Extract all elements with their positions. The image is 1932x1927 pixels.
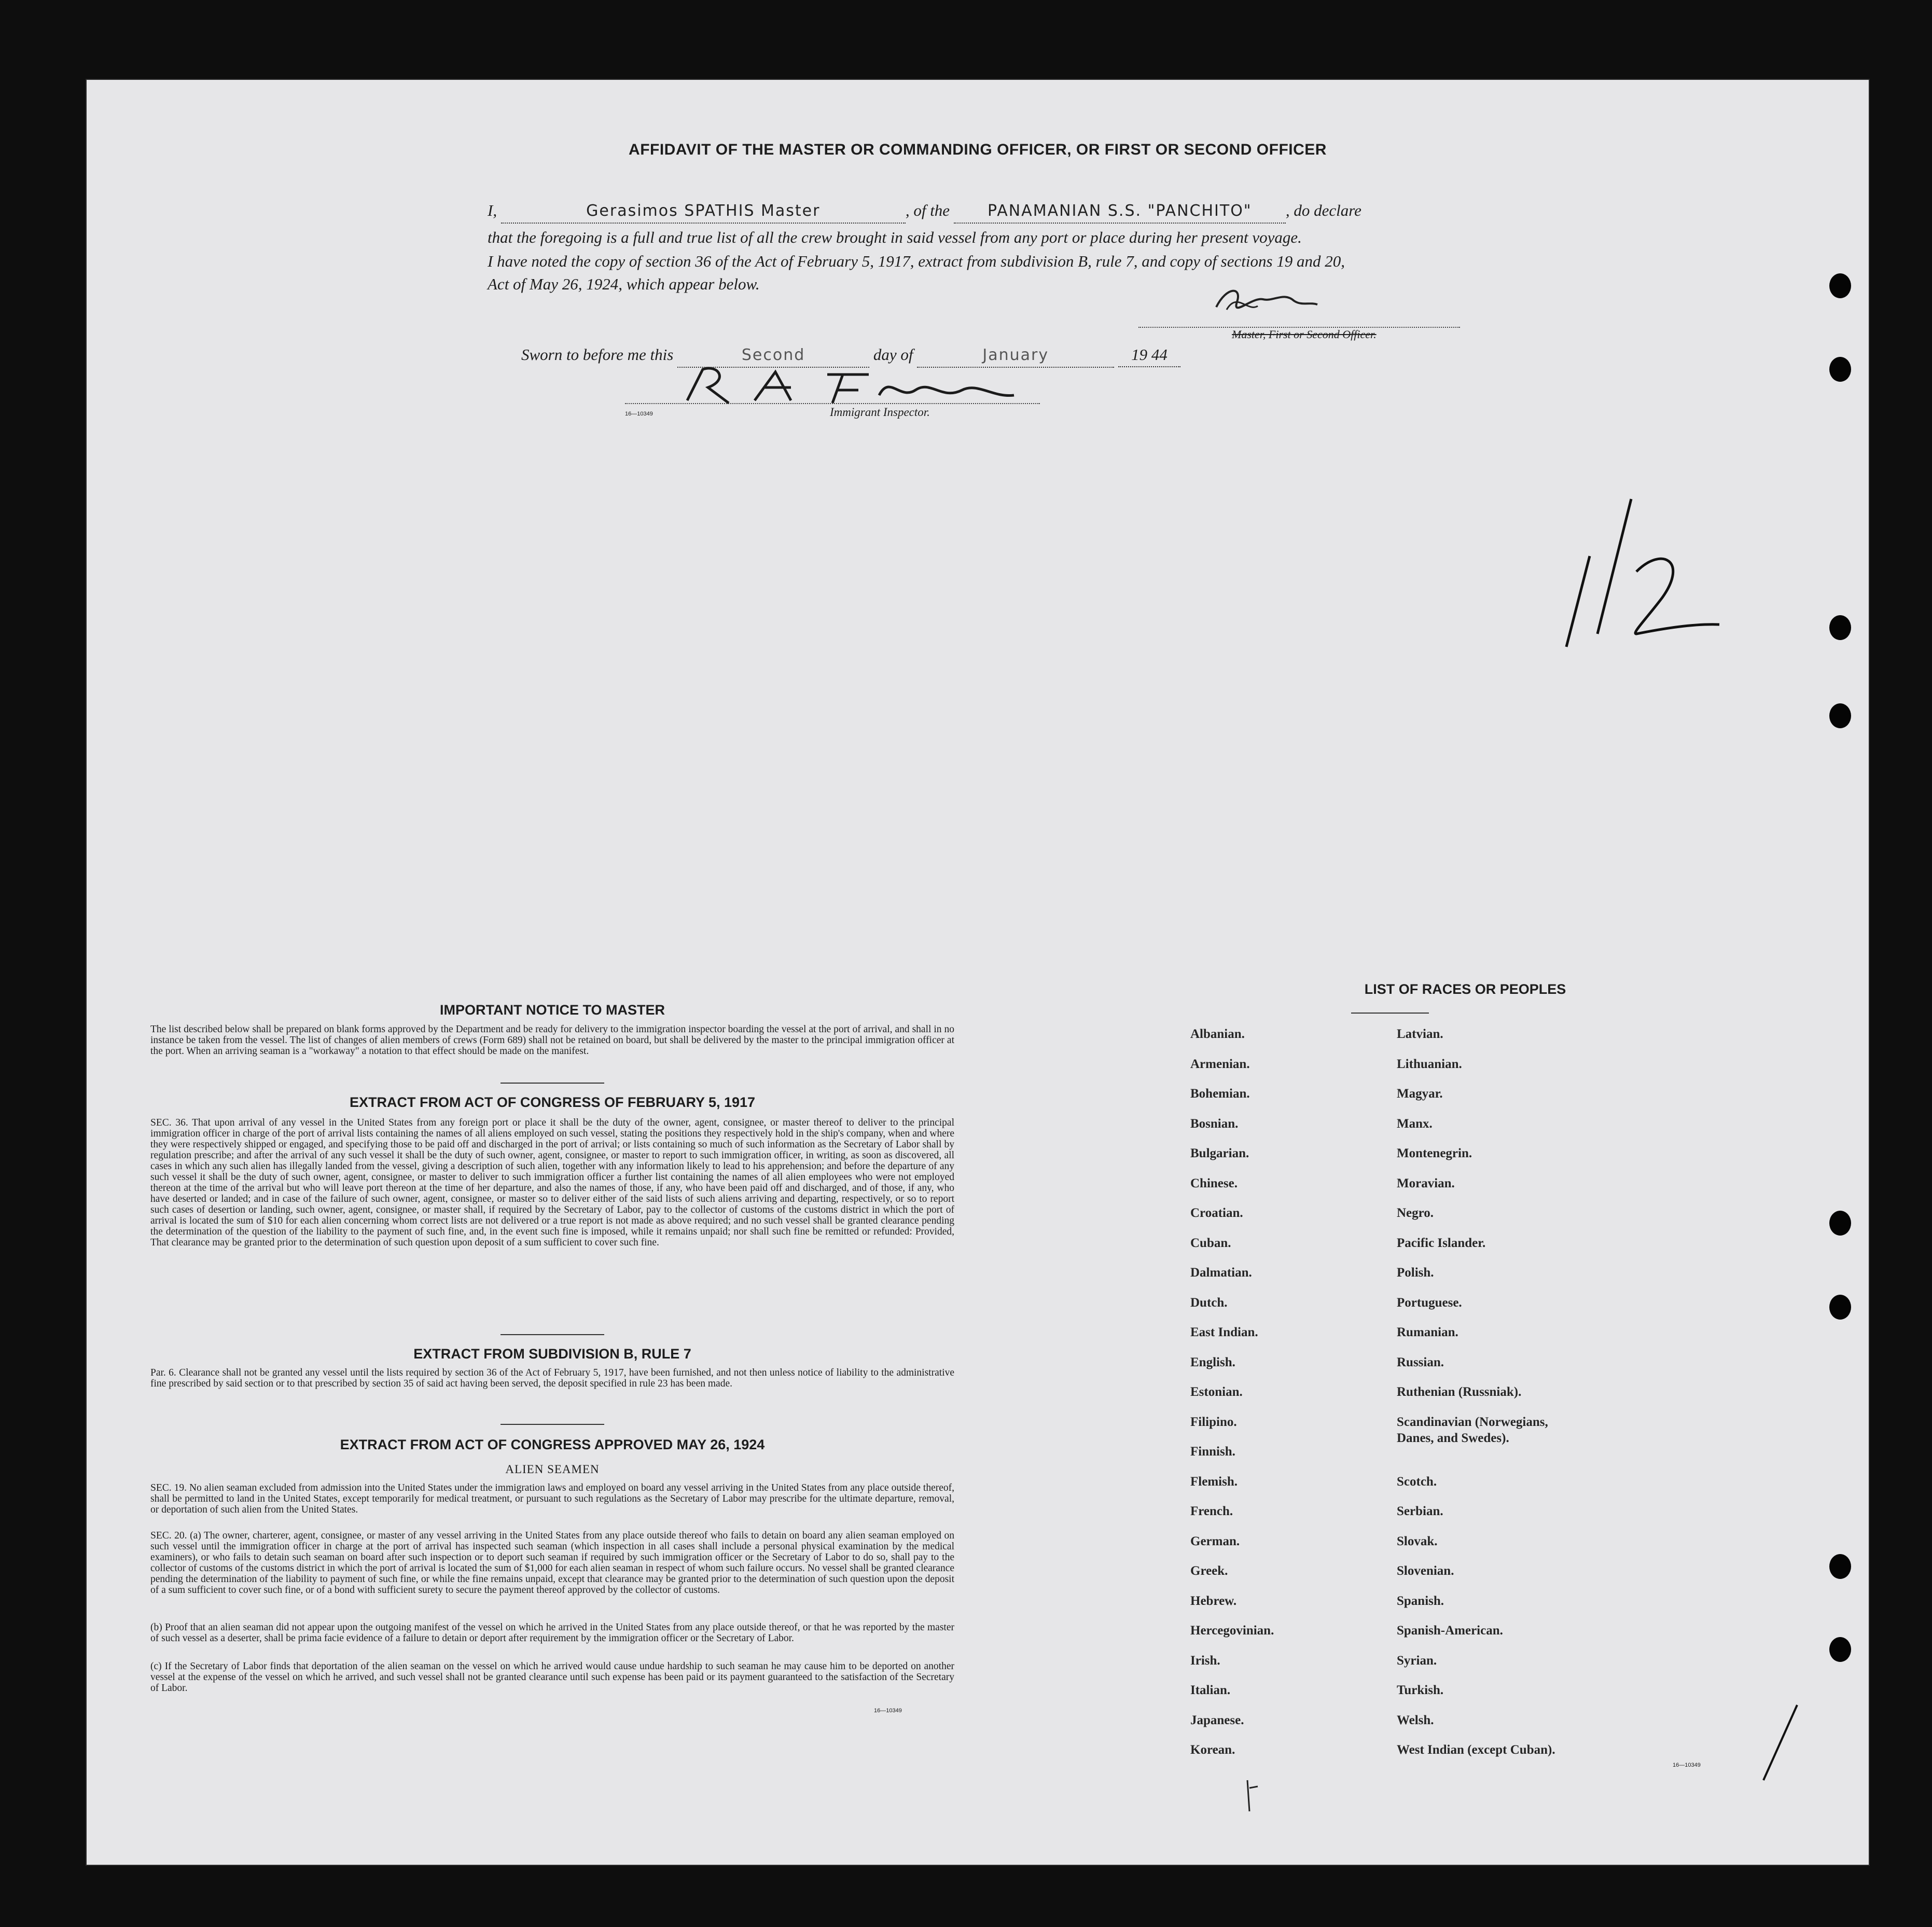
inspector-signature-line — [625, 403, 1040, 404]
sec19-text: SEC. 19. No alien seaman excluded from admission into the United States under the immigration laws and employed on board any vessel arriving in the United States from any place outside thereof, shall be permitted to land in the United States, except temporarily for medical treatment, or pursuant to such regulations as the Secretary of Labor may prescribe for the ultimate departure, removal, or deportation of such alien from the United States. — [150, 1482, 954, 1515]
race-item: Dutch. — [1190, 1295, 1228, 1310]
race-item: Scotch. — [1397, 1474, 1437, 1489]
race-item: German. — [1190, 1534, 1240, 1548]
notice-title: IMPORTANT NOTICE TO MASTER — [440, 1002, 665, 1018]
race-item: Armenian. — [1190, 1057, 1250, 1071]
race-item: Greek. — [1190, 1564, 1228, 1578]
race-item: East Indian. — [1190, 1325, 1258, 1339]
race-item: Lithuanian. — [1397, 1057, 1462, 1071]
race-item: Serbian. — [1397, 1504, 1443, 1518]
vessel-name-handwritten: PANAMANIAN S.S. "PANCHITO" — [954, 200, 1286, 224]
race-item: Albanian. — [1190, 1027, 1245, 1041]
race-item: Negro. — [1397, 1206, 1434, 1220]
race-item: French. — [1190, 1504, 1233, 1518]
race-item: Estonian. — [1190, 1385, 1243, 1399]
punch-hole — [1829, 1637, 1851, 1662]
declaration-line-2: that the foregoing is a full and true list of all the crew brought in said vessel from any port or place during her present voyage. — [488, 228, 1302, 246]
race-item: Spanish. — [1397, 1593, 1444, 1608]
sworn-month-handwritten: January — [917, 344, 1114, 368]
race-item: Welsh. — [1397, 1713, 1434, 1727]
race-item: Portuguese. — [1397, 1295, 1462, 1310]
race-item: Flemish. — [1190, 1474, 1238, 1489]
extract-1924-subtitle: ALIEN SEAMEN — [505, 1463, 600, 1476]
punch-hole — [1829, 703, 1851, 728]
race-item: Polish. — [1397, 1266, 1434, 1280]
race-item: Syrian. — [1397, 1653, 1437, 1668]
race-item: Slovenian. — [1397, 1564, 1454, 1578]
race-item: Hebrew. — [1190, 1593, 1237, 1608]
notice-text: The list described below shall be prepared on blank forms approved by the Department and be ready for delivery to the immigration inspector boarding the vessel at the port of arrival, and shall in no instance be taken from the vessel. The list of changes of alien members of crews (Form 689) shall not be retained on board, but shall be delivered by the master to the principal immigration officer at the port. When an arriving seaman is a "workaway" a notation to that effect should be made on the manifest. — [150, 1024, 954, 1057]
race-item: Bohemian. — [1190, 1087, 1250, 1101]
divider — [501, 1083, 604, 1084]
punch-hole — [1829, 1211, 1851, 1236]
master-name-handwritten: Gerasimos SPATHIS Master — [501, 200, 906, 224]
margin-note-fraction — [1559, 494, 1725, 649]
punch-hole — [1829, 1295, 1851, 1320]
extract-1917-title: EXTRACT FROM ACT OF CONGRESS OF FEBRUARY 5, 1917 — [349, 1094, 756, 1110]
race-item: Latvian. — [1397, 1027, 1443, 1041]
master-signature — [1206, 281, 1320, 323]
sec20a-text: SEC. 20. (a) The owner, charterer, agent, consignee, or master of any vessel arriving in the United States from any place outside thereof who fails to detain on board any alien seaman employed on such vessel until the immigration officer in charge at the port of arrival has inspected such seaman (which inspection in all cases shall include a personal physical examination by the medical examiners), or who fails to detain such seaman on board after such inspection or to deport such seaman if required by such immigration officer or the Secretary of Labor to do so, shall pay to the collector of customs of the customs district in which the port of arrival is located the sum of $1,000 for each alien seaman in respect of whom such failure occurs. No vessel shall be granted clearance pending the determination of the liability to payment of such fine, or while the fine remains unpaid, except that clearance may be granted prior to the determination of such question upon the deposit of a sum sufficient to cover such fine, or of a bond with sufficient surety to secure the payment thereof approved by the collector of customs. — [150, 1530, 954, 1596]
punch-hole — [1829, 273, 1851, 298]
race-item: Chinese. — [1190, 1176, 1238, 1190]
declaration-line-1 — [488, 199, 1603, 224]
extract-1917-text: SEC. 36. That upon arrival of any vessel in the United States from any foreign port or place it shall be the duty of the owner, agent, consignee, or master thereof to deliver to the principal immigration officer in charge of the port of arrival lists containing the names of all aliens employed on such vessel, stating the positions they respectively hold in the ship's company, when and where they were respectively shipped or engaged, and specifying those to be paid off and discharged in the port of arrival; or lists containing so much of such information as the Secretary of Labor shall by regulation prescribe; and after the arrival of any such vessel it shall be the duty of such owner, agent, consignee, or master to report to such immigration officer, in writing, as soon as discovered, all cases in which any such alien has illegally landed from the vessel, giving a description of such alien, together with any information likely to lead to his apprehension; and before the departure of any such vessel it shall be the duty of such owner, agent, consignee, or master to deliver to such immigration officer a further list containing the names of all alien employees who were not employed thereon at the time of the arrival but who will leave port thereon at the time of her departure, and also the names of those, if any, who have been paid off and discharged, and of those, if any, who have deserted or landed; and in case of the failure of such owner, agent, consignee, or master so to deliver either of the said lists of such aliens arriving and departing, respectively, or so to report such cases of desertion or landing, such owner, agent, consignee, or master shall, if required by the Secretary of Labor, pay to the collector of customs of the customs district in which the port of arrival is located the sum of $10 for each alien concerning whom correct lists are not delivered or a true report is not made as above required; and no such vessel shall be granted clearance pending the determination of the question of the liability to the payment of such fine, and, in the event such fine is imposed, while it remains unpaid; nor shall such fine be remitted or refunded: Provided, That clearance may be granted prior to the determination of such question upon deposit of a sum sufficient to cover such fine. — [150, 1117, 954, 1248]
sworn-year: 19 44 — [1118, 343, 1180, 367]
punch-hole — [1829, 615, 1851, 640]
pen-mark — [1242, 1775, 1263, 1817]
races-form-number: 16—10349 — [1673, 1762, 1701, 1768]
declaration-line-3: I have noted the copy of section 36 of the Act of February 5, 1917, extract from subdivision B, rule 7, and copy of sections 19 and 20, — [488, 252, 1345, 270]
race-item: Manx. — [1397, 1116, 1433, 1131]
sworn-day-handwritten: Second — [677, 344, 869, 368]
race-item: Russian. — [1397, 1355, 1444, 1369]
race-item: Turkish. — [1397, 1683, 1444, 1697]
extract-1924-title: EXTRACT FROM ACT OF CONGRESS APPROVED MAY 26, 1924 — [340, 1437, 765, 1452]
subdivision-b-text: Par. 6. Clearance shall not be granted any vessel until the lists required by section 36 of the Act of February 5, 1917, have been furnished, and not then unless notice of liability to the administrative fine prescribed by said section or to that prescribed by section 35 of said act having been served, the deposit specified in rule 23 has been made. — [150, 1367, 954, 1389]
race-item: Dalmatian. — [1190, 1266, 1252, 1280]
race-item: Spanish-American. — [1397, 1624, 1503, 1638]
race-item: Montenegrin. — [1397, 1146, 1472, 1160]
race-item: Croatian. — [1190, 1206, 1243, 1220]
race-item: Filipino. — [1190, 1415, 1237, 1429]
divider — [501, 1334, 604, 1335]
race-item: Cuban. — [1190, 1236, 1231, 1250]
document-page — [86, 79, 1870, 1866]
race-item: Irish. — [1190, 1653, 1220, 1668]
race-item: Finnish. — [1190, 1445, 1235, 1459]
day-of-label: day of — [873, 345, 913, 364]
race-item: Ruthenian (Russniak). — [1397, 1385, 1522, 1399]
sec20c-text: (c) If the Secretary of Labor finds that deportation of the alien seaman on the vessel on which he arrived would cause undue hardship to such seaman he may cause him to be deported on another vessel at the expense of the vessel on which he arrived, and such vessel shall not be granted clearance until such expense has been paid or its payment guaranteed to the satisfaction of the Secretary of Labor. — [150, 1661, 954, 1694]
do-declare-label: , do declare — [1285, 201, 1361, 219]
race-item: Korean. — [1190, 1743, 1235, 1757]
pen-mark — [1756, 1702, 1802, 1785]
race-item: Bosnian. — [1190, 1116, 1239, 1131]
race-item: Hercegovinian. — [1190, 1624, 1274, 1638]
race-item: Pacific Islander. — [1397, 1236, 1486, 1250]
race-item: English. — [1190, 1355, 1235, 1369]
extract-form-number: 16—10349 — [874, 1708, 902, 1714]
divider — [501, 1424, 604, 1425]
punch-hole — [1829, 1554, 1851, 1579]
race-item: West Indian (except Cuban). — [1397, 1743, 1555, 1757]
race-item: Moravian. — [1397, 1176, 1455, 1190]
sec20b-text: (b) Proof that an alien seaman did not appear upon the outgoing manifest of the vessel on which he arrived in the United States from any place outside thereof, or that he was reported by the master of such vessel as a deserter, shall be prima facie evidence of a failure to detain or deport after requirement by the immigration officer or the Secretary of Labor. — [150, 1622, 954, 1644]
divider — [1351, 1013, 1429, 1014]
affidavit-title: AFFIDAVIT OF THE MASTER OR COMMANDING OFFICER, OR FIRST OR SECOND OFFICER — [629, 141, 1327, 158]
declaration-line-4: Act of May 26, 1924, which appear below. — [488, 275, 760, 293]
race-item: Magyar. — [1397, 1087, 1443, 1101]
race-item: Danes, and Swedes). — [1397, 1431, 1509, 1445]
i-label: I, — [488, 201, 497, 219]
affidavit-form-number: 16—10349 — [625, 411, 653, 417]
race-item: Italian. — [1190, 1683, 1231, 1697]
race-item: Slovak. — [1397, 1534, 1438, 1548]
inspector-caption: Immigrant Inspector. — [830, 406, 930, 419]
races-title: LIST OF RACES OR PEOPLES — [1364, 981, 1566, 997]
race-item: Rumanian. — [1397, 1325, 1458, 1339]
master-caption: Master, First or Second Officer. — [1232, 328, 1377, 341]
race-item: Bulgarian. — [1190, 1146, 1249, 1160]
punch-hole — [1829, 357, 1851, 382]
race-item: Japanese. — [1190, 1713, 1244, 1727]
sworn-label: Sworn to before me this — [521, 345, 674, 364]
of-the-label: , of the — [905, 201, 950, 219]
subdivision-b-title: EXTRACT FROM SUBDIVISION B, RULE 7 — [413, 1346, 691, 1362]
race-item: Scandinavian (Norwegians, — [1397, 1415, 1548, 1429]
